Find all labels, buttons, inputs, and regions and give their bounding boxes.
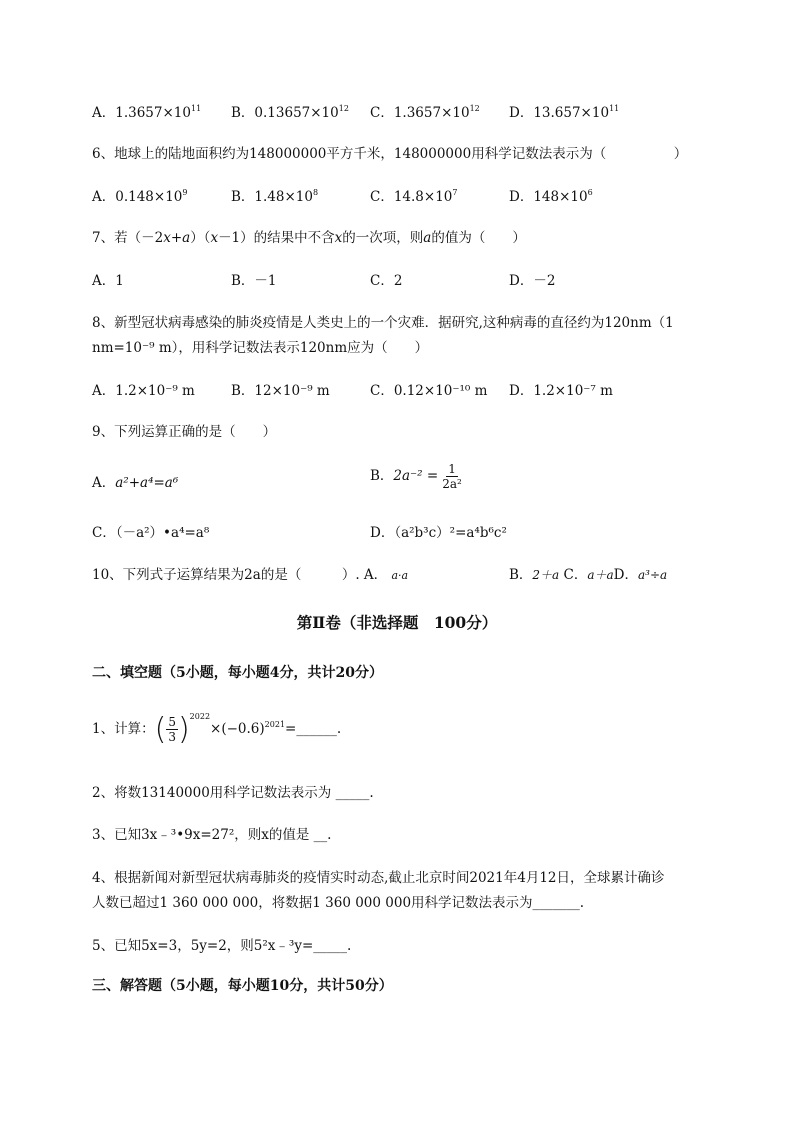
q5-option-b: B．$0.13657\times 10^{12}$: [231, 104, 349, 121]
q6-option-c: C．$14.8\times 10^7$: [370, 188, 458, 205]
q5-option-d: D．$13.657\times 10^{11}$: [509, 104, 620, 121]
q8-option-d: D．1.2×10⁻⁷ m: [509, 383, 613, 399]
q9-question: 9、下列运算正确的是（ ）: [92, 424, 277, 440]
q6-option-d: D．$148\times 10^6$: [509, 188, 593, 205]
q10-options-bcd: B．2＋a C．a＋aD．a³÷a: [509, 567, 668, 583]
part2-heading: 第Ⅱ卷（非选择题 100分）: [296, 613, 498, 632]
q6-option-a: A．$0.148\times 10^9$: [92, 188, 188, 205]
q7-option-b: B．－1: [231, 273, 277, 289]
q8-question-line1: 8、新型冠状病毒感染的肺炎疫情是人类史上的一个灾难．据研究,这种病毒的直径约为120nm（1: [92, 315, 674, 331]
fill-q1: 1、计算：( $\frac{5}{3}$ )$^{2022}\times(-0.6)^{2021}=\_\_\_\_\_\_$.: [92, 712, 342, 747]
fill-q3: 3、已知3x﹣³•9x=27²，则x的值是 __.: [92, 827, 332, 843]
section3-title: 三、解答题（5小题，每小题10分，共计50分）: [92, 978, 393, 994]
q5-option-c: C．$1.3657\times 10^{12}$: [370, 104, 480, 121]
q7-option-c: C．2: [370, 273, 403, 289]
q8-question-line2: nm=10⁻⁹ m），用科学记数法表示120nm应为（ ）: [92, 340, 429, 356]
q7-option-d: D．－2: [509, 273, 556, 289]
fill-q2: 2、将数13140000用科学记数法表示为 _____.: [92, 785, 374, 801]
q7-option-a: A．1: [92, 273, 124, 289]
q10-question: 10、下列式子运算结果为2a的是（ ）. A． a·a: [92, 567, 409, 583]
q8-option-a: A．1.2×10⁻⁹ m: [92, 383, 195, 399]
q9-option-a: A．a²+a⁴=a⁶: [92, 475, 179, 491]
q9-option-d: D．（a²b³c）²=a⁴b⁶c²: [370, 525, 507, 541]
section2-title: 二、填空题（5小题，每小题4分，共计20分）: [92, 665, 383, 681]
q8-option-c: C．0.12×10⁻¹⁰ m: [370, 383, 488, 399]
q7-question: 7、若（－2x+a）（x－1）的结果中不含x的一次项，则a的值为（ ）: [92, 230, 526, 246]
q5-option-a: A．$1.3657\times 10^{11}$: [92, 104, 202, 121]
q9-option-c: C．（－a²）•a⁴=a⁸: [92, 525, 210, 541]
q8-option-b: B．12×10⁻⁹ m: [231, 383, 330, 399]
fill-q4-line2: 人数已超过1 360 000 000，将数据1 360 000 000用科学记数法表示为_______.: [92, 895, 585, 911]
fill-q5: 5、已知5x=3，5y=2，则5²x﹣³y=_____.: [92, 938, 352, 954]
q9-b-fraction: $\frac{1}{\text{2a²}}$: [442, 462, 462, 491]
q6-question: 6、地球上的陆地面积约为148000000平方千米，148000000用科学记数法表示为（ ）: [92, 146, 688, 162]
q6-option-b: B．$1.48\times 10^8$: [231, 188, 319, 205]
fill-q4-line1: 4、根据新闻对新型冠状病毒肺炎的疫情实时动态,截止北京时间2021年4月12日，全球累计确诊: [92, 870, 665, 886]
q9-option-b: B．2a⁻² = $\frac{1}{\text{2a²}}$: [370, 462, 462, 491]
